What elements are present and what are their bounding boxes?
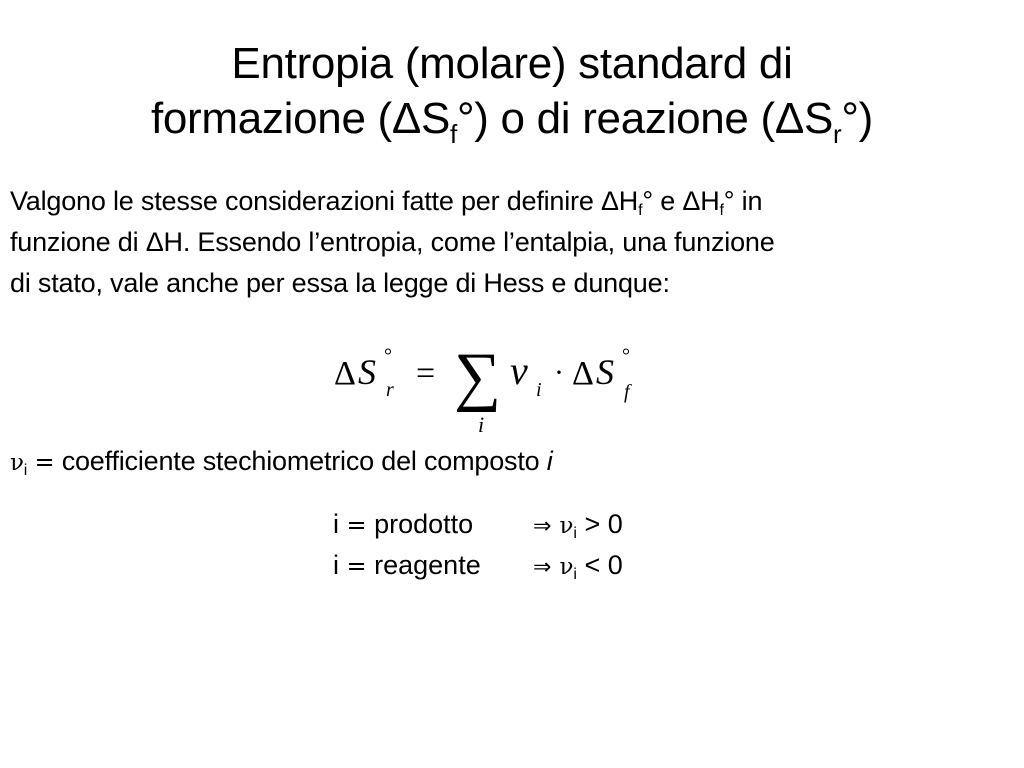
implies-arrow-icon: ⇒: [533, 514, 552, 539]
body-subscript-f-1: f: [638, 202, 643, 219]
case-text-product: prodotto: [366, 509, 474, 539]
formula-sub-f: f: [624, 381, 630, 403]
formula-s-1: S: [358, 352, 376, 392]
title-line-1: Entropia (molare) standard di: [231, 39, 793, 88]
case-nu-product: ν: [559, 513, 574, 539]
formula-sum-sign: ∑: [454, 340, 502, 413]
formula-equals: =: [416, 355, 436, 392]
body-line-1: [10, 181, 1014, 222]
case-i-reagent: i: [333, 550, 339, 580]
case-row-reagent: [333, 545, 623, 586]
body-line-2: funzione di ΔH. Essendo l’entropia, come l’entalpia, una funzione: [10, 227, 775, 257]
body-line-1-a: Valgono le stesse considerazioni fatte per definire ΔH: [10, 186, 639, 216]
case-i-product: i: [333, 509, 339, 539]
body-line-1-c: ° in: [723, 186, 763, 216]
case-label-product: [333, 504, 533, 546]
title-line-2-mid: °) o di reazione (ΔS: [456, 94, 834, 143]
formula-sum-index: i: [478, 412, 485, 437]
slide-title: [0, 36, 1024, 149]
case-equals-product: =: [346, 511, 367, 539]
case-nu-reagent: ν: [559, 554, 574, 580]
case-row-product: [333, 504, 623, 545]
title-line-2: [0, 91, 1024, 149]
case-text-reagent: reagente: [366, 550, 481, 580]
formula-nu: ν: [510, 348, 528, 393]
sign-cases: [333, 504, 623, 586]
case-nu-sub-reagent: i: [573, 566, 577, 583]
nu-definition-equals: =: [34, 448, 55, 476]
title-line-2-suffix: °): [841, 94, 874, 143]
formula-delta-1: Δ: [334, 355, 356, 392]
nu-symbol: ν: [10, 450, 24, 476]
body-paragraph: [10, 181, 1014, 304]
formula-degree-2: °: [622, 345, 630, 367]
body-line-3: di stato, vale anche per essa la legge di Hess e dunque:: [10, 268, 670, 298]
formula-dot: ·: [554, 356, 564, 389]
hess-law-formula: [320, 332, 680, 442]
case-relation-product: > 0: [576, 509, 623, 539]
formula-delta-2: Δ: [572, 355, 594, 392]
case-nu-sub-product: i: [573, 525, 577, 542]
title-subscript-f: f: [450, 119, 457, 149]
body-subscript-f-2: f: [719, 202, 724, 219]
formula-degree-1: °: [384, 345, 392, 367]
nu-definition-text: coefficiente stechiometrico del composto: [54, 446, 547, 476]
nu-definition: [10, 441, 553, 483]
case-relation-reagent: < 0: [576, 550, 623, 580]
case-equals-reagent: =: [346, 552, 367, 580]
nu-definition-italic-i: i: [546, 446, 553, 476]
formula-s-2: S: [596, 352, 614, 392]
title-line-2-prefix: formazione (ΔS: [150, 94, 451, 143]
nu-subscript: i: [23, 462, 28, 479]
formula-sub-r: r: [386, 379, 394, 401]
title-subscript-r: r: [833, 119, 842, 149]
body-line-1-b: ° e ΔH: [642, 186, 720, 216]
case-label-reagent: [333, 545, 533, 587]
formula-svg: [320, 332, 680, 442]
implies-arrow-icon: ⇒: [533, 555, 552, 580]
formula-nu-sub: i: [536, 379, 542, 401]
